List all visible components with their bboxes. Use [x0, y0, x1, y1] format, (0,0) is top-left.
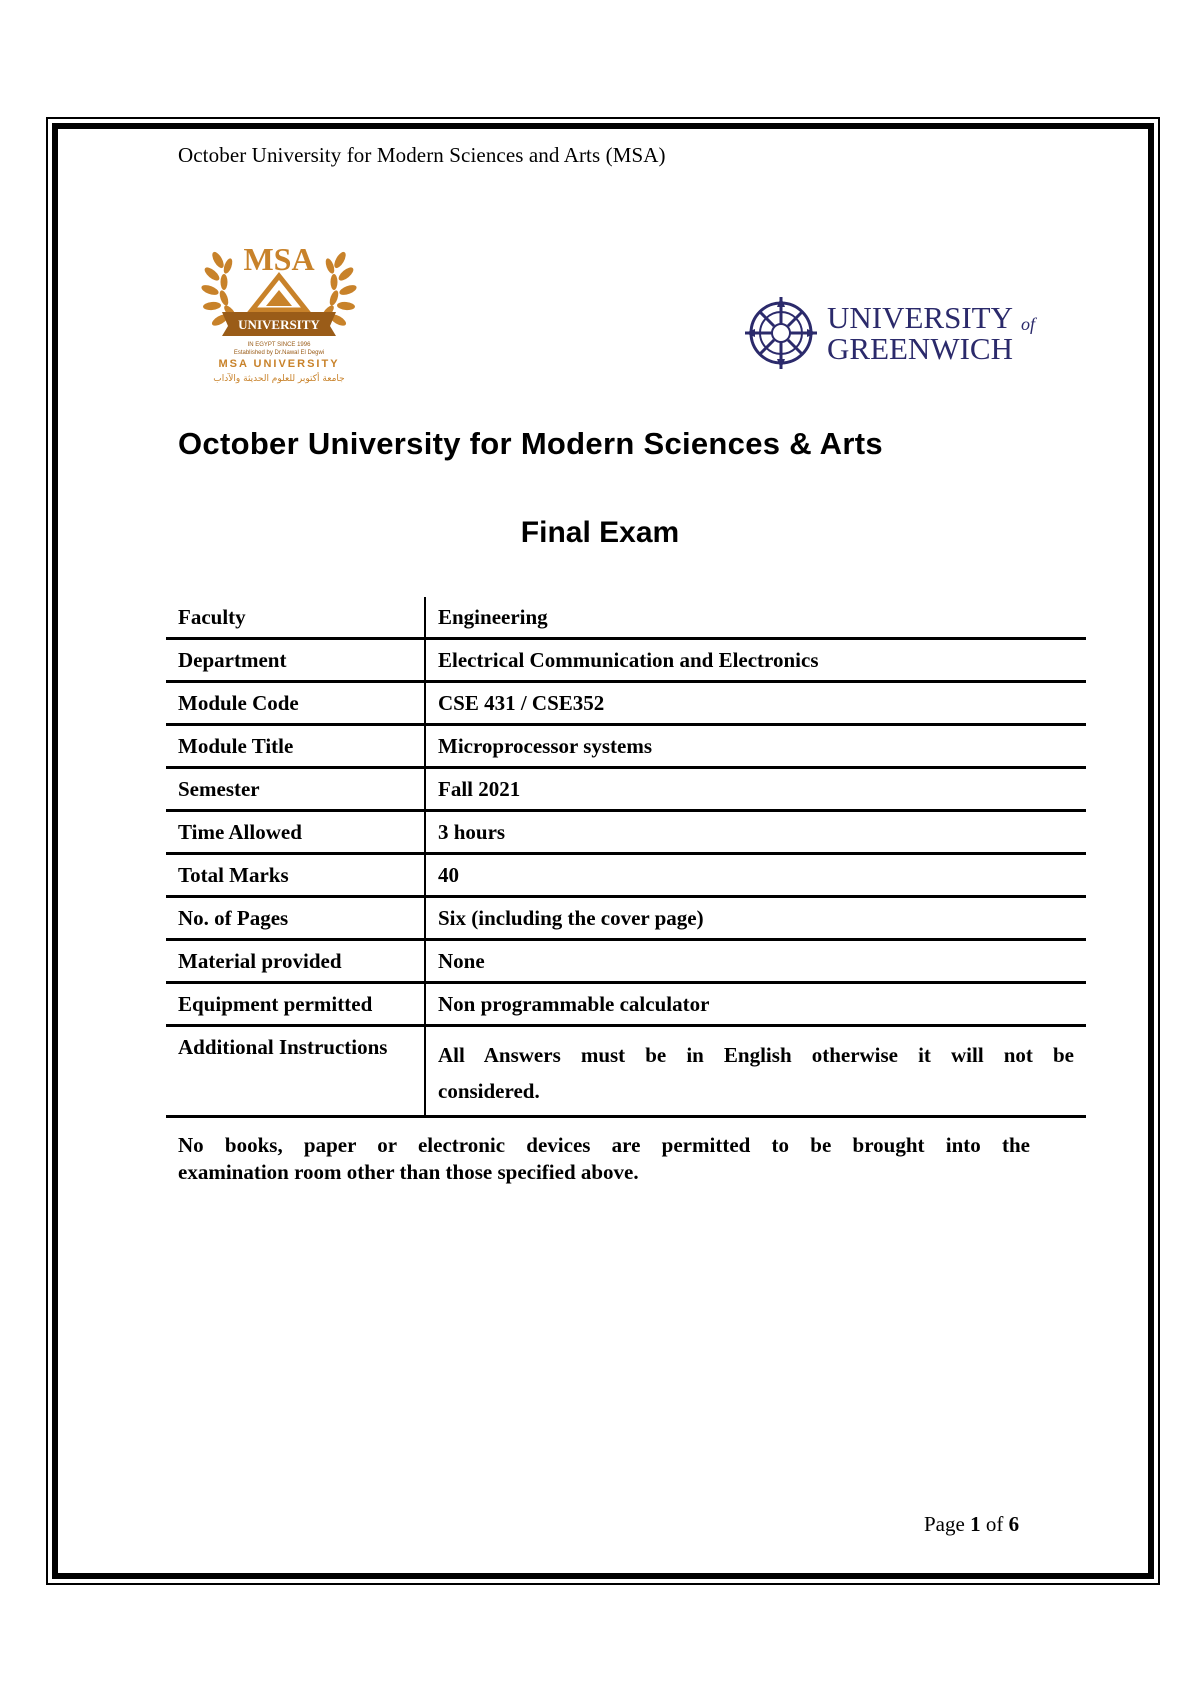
table-value: Microprocessor systems	[425, 725, 1086, 768]
table-value: 3 hours	[425, 811, 1086, 854]
page-current: 1	[970, 1512, 981, 1536]
notice-line2: examination room other than those specified above.	[178, 1160, 639, 1184]
table-label: Department	[166, 639, 425, 682]
page-of: of	[985, 1512, 1004, 1536]
table-row	[166, 854, 1086, 897]
exam-title: Final Exam	[520, 516, 680, 549]
page-prefix: Page	[924, 1512, 965, 1536]
table-row	[166, 940, 1086, 983]
table-value: Engineering	[425, 597, 1086, 639]
table-label: Time Allowed	[166, 811, 425, 854]
document-title: October University for Modern Sciences & Arts	[178, 426, 883, 461]
table-label: Module Code	[166, 682, 425, 725]
table-row-additional-instructions	[166, 1026, 1086, 1117]
table-label: Additional Instructions	[166, 1026, 425, 1117]
table-value	[425, 1026, 1086, 1117]
table-value: Six (including the cover page)	[425, 897, 1086, 940]
table-value: None	[425, 940, 1086, 983]
msa-wordmark: MSA	[243, 241, 315, 277]
table-value: CSE 431 / CSE352	[425, 682, 1086, 725]
table-row	[166, 682, 1086, 725]
greenwich-line2: GREENWICH	[827, 331, 1013, 366]
table-row	[166, 897, 1086, 940]
table-label: Total Marks	[166, 854, 425, 897]
table-label: Faculty	[166, 597, 425, 639]
table-label: Semester	[166, 768, 425, 811]
greenwich-of: of	[1021, 314, 1036, 334]
table-label: Material provided	[166, 940, 425, 983]
page-total: 6	[1008, 1512, 1020, 1536]
table-label: Equipment permitted	[166, 983, 425, 1026]
compass-rose-icon	[745, 297, 817, 369]
table-value: Non programmable calculator	[425, 983, 1086, 1026]
table-value: Electrical Communication and Electronics	[425, 639, 1086, 682]
additional-instructions-line1: All Answers must be in English otherwise it will not be	[438, 1043, 1074, 1067]
table-row	[166, 725, 1086, 768]
table-value: 40	[425, 854, 1086, 897]
msa-subtitle-text: MSA UNIVERSITY	[218, 358, 340, 370]
notice-line1: No books, paper or electronic devices are permitted to be brought into the	[178, 1133, 1030, 1157]
msa-arabic-text: جامعة أكتوبر للعلوم الحديثة والآداب	[213, 374, 345, 384]
exam-info-table	[166, 597, 1086, 1118]
msa-banner-text: UNIVERSITY	[238, 317, 320, 332]
msa-university-logo	[200, 240, 358, 390]
msa-established-text: Established by Dr.Nawal El Degwi	[233, 350, 325, 356]
greenwich-line1: UNIVERSITY	[827, 300, 1013, 335]
table-row	[166, 983, 1086, 1026]
msa-since-text: IN EGYPT SINCE 1996	[247, 342, 311, 348]
table-label: No. of Pages	[166, 897, 425, 940]
page-header: October University for Modern Sciences and Arts (MSA)	[178, 143, 666, 167]
additional-instructions-line2: considered.	[438, 1079, 540, 1103]
university-of-greenwich-logo	[745, 295, 1050, 375]
table-value: Fall 2021	[425, 768, 1086, 811]
page-number	[924, 1512, 1019, 1537]
table-row	[166, 768, 1086, 811]
exam-notice	[178, 1132, 1030, 1186]
table-row	[166, 597, 1086, 639]
table-row	[166, 811, 1086, 854]
table-label: Module Title	[166, 725, 425, 768]
table-row	[166, 639, 1086, 682]
